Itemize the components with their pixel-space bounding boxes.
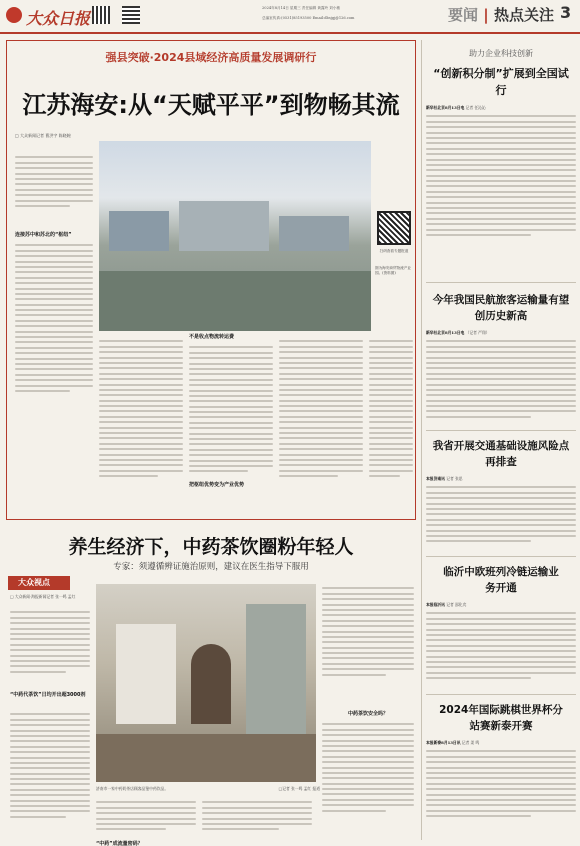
top-article (6, 40, 416, 520)
logo-emblem-icon (6, 7, 22, 23)
section-sub-label: 热点关注 (493, 6, 554, 24)
tcm-text-col2 (96, 798, 196, 840)
railway-headline: 临沂中欧班列冷链运输业务开通 (443, 566, 559, 594)
checkers-dateline: 本报新泰8月13日讯 (426, 740, 461, 745)
transport-headline: 我省开展交通基础设施风险点再排查 (432, 440, 570, 468)
tcm-subhead: 专家：须遵循辨证施治原则，建议在医生指导下服用 (113, 562, 309, 572)
divider-4 (426, 694, 576, 695)
railway-body (426, 609, 576, 695)
aviation-body (426, 337, 576, 433)
divider-1 (426, 282, 576, 283)
innovation-headline: “创新积分制”扩展到全国试行 (433, 67, 569, 97)
tcm-byline: □ 大众新闻·海报新闻记者 张一鸣 孟红 (10, 594, 76, 599)
top-photo (99, 141, 371, 331)
section-label-box (8, 576, 70, 590)
top-kicker: 强县突破·2024县域经济高质量发展调研行 (105, 51, 317, 64)
innovation-lead: 助力企业科技创新 (469, 49, 533, 58)
section-label-text: 大众视点 (18, 578, 50, 587)
checkers-dateline-row (426, 740, 576, 745)
divider-2 (426, 430, 576, 431)
tcm-text-col1 (10, 608, 90, 688)
innovation-dateline-row (426, 105, 576, 110)
article-aviation (426, 288, 576, 428)
tcm-text-col4 (322, 584, 414, 704)
railway-byline: 记者 邵化宾 (446, 602, 467, 607)
masthead (0, 0, 580, 36)
aviation-headline: 今年我国民航旅客运输量有望创历史新高 (432, 294, 570, 322)
aviation-dateline-row (426, 330, 576, 335)
top-text-col5 (369, 337, 413, 515)
subhead-industry: 把枢纽优势变为产业优势 (189, 481, 273, 488)
transport-body (426, 483, 576, 557)
article-railway (426, 560, 576, 690)
top-text-col2 (99, 337, 183, 515)
top-photo-caption: 图为海安商贸物流产业园。(资料图) (375, 266, 411, 275)
innovation-body (426, 112, 576, 262)
subhead-traffic: “中药”成流量密码？ (96, 841, 143, 846)
top-text-col1b (15, 241, 93, 426)
tcm-headline: 养生经济下，中药茶饮圈粉年轻人 (68, 536, 354, 558)
section-title: 要闻 | 热点关注 (448, 6, 554, 24)
tcm-text-col1b (10, 710, 90, 840)
top-headline: 江苏海安:从“天赋平平”到物畅其流 (22, 91, 400, 119)
innovation-byline: 记者 任沁沁 (465, 105, 486, 110)
tcm-text-col4b (322, 720, 414, 840)
tcm-photo-caption: 济南市一家中药奶茶店顾客品鉴中药饮品。 (96, 786, 169, 791)
transport-dateline-row (426, 476, 576, 481)
divider-3 (426, 556, 576, 557)
railway-dateline: 本报临沂讯 (426, 602, 445, 607)
masthead-logo: 大众日报 (26, 9, 91, 28)
article-checkers (426, 698, 576, 842)
aviation-dateline: 新华社北京8月13日电 (426, 330, 465, 335)
checkers-byline: 记者 姜 鸣 (461, 740, 480, 745)
subhead-transfer: 不是收点物流转运费 (189, 334, 235, 340)
checkers-headline: 2024年国际跳棋世界杯分站赛新泰开赛 (439, 704, 563, 732)
transport-byline: 记者 张思 (446, 476, 463, 481)
masthead-date: 2024年8月14日 星期三 责任编辑 黄露玲 刘小敏 (262, 6, 341, 10)
subhead-daily-doses: “中药代茶饮”日均开出超3000剂 (10, 692, 86, 698)
checkers-body (426, 747, 576, 837)
tcm-article (6, 526, 416, 846)
right-column-divider (421, 40, 422, 840)
top-text-col4 (279, 337, 363, 515)
subhead-hub: 连接苏中和苏北的“枢纽” (15, 232, 72, 238)
top-text-col1 (15, 153, 93, 221)
article-transport (426, 434, 576, 552)
top-byline: □ 大众新闻记者 曹洪宇 陈晓婉 (15, 133, 71, 138)
tcm-photo-credit: □记者 张一鸣 孟红 报道 (278, 786, 320, 791)
qr-small-icon (92, 6, 110, 24)
qr-code-icon (377, 211, 411, 245)
masthead-rule (0, 32, 580, 34)
tcm-text-col3 (202, 798, 312, 840)
transport-dateline: 本报济南讯 (426, 476, 445, 481)
page-number: 3 (560, 3, 572, 22)
tcm-photo (96, 584, 316, 782)
qr-small-icon-2 (122, 6, 140, 24)
railway-dateline-row (426, 602, 576, 607)
qr-caption: 扫码查看专题报道 (379, 249, 409, 253)
innovation-dateline: 新华社北京8月13日电 (426, 105, 465, 110)
masthead-contact: 总编室传真:(0531)85193500 Email:dbsjgj@126.com (262, 16, 355, 20)
aviation-byline: （记者 严翔） (465, 330, 490, 335)
section-label: 要闻 (448, 6, 479, 24)
subhead-safety: 中药茶饮安全吗？ (347, 711, 388, 717)
article-innovation (426, 42, 576, 272)
